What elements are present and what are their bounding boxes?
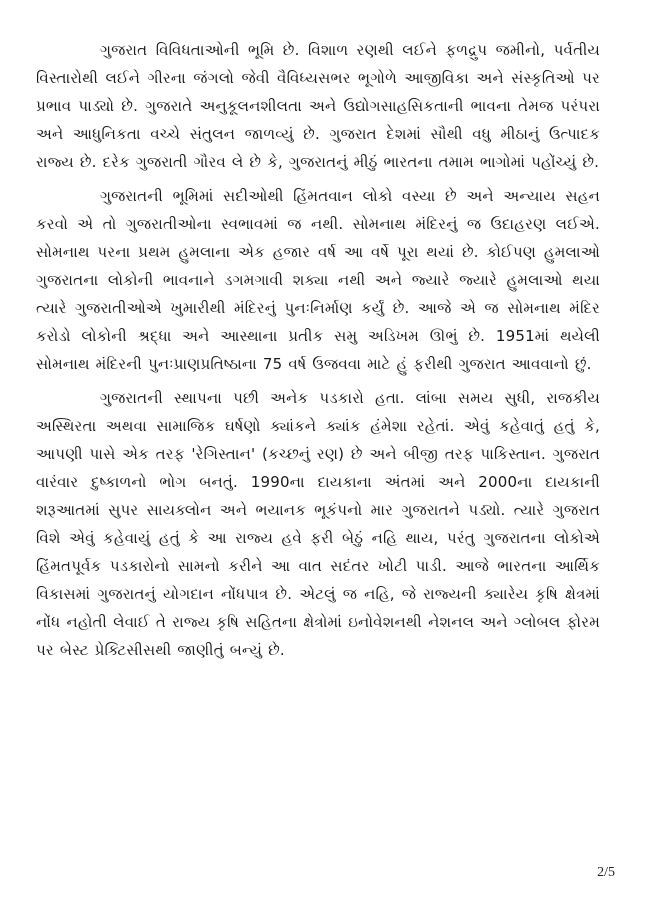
document-body xyxy=(36,36,600,670)
paragraph-challenges-development: ગુજરાતની સ્થાપના પછી અનેક પડકારો હતા. લાંબા સમય સુધી, રાજકીય અસ્થિરતા અથવા સામાજિક ઘર્ષણો ક્યાંકને ક્યાંક હંમેશા રહેતાં. એવું કહેવાતું હતું કે, આપણી પાસે એક તરફ 'રેગિસ્તાન' (કચ્છનું રણ) છે અને બીજી તરફ પાકિસ્તાન. ગુજરાત વારંવાર દુષ્કાળનો ભોગ બનતું. 1990ના દાયકાના અંતમાં અને 2000ના દાયકાની શરૂઆતમાં સુપર સાયક્લોન અને ભયાનક ભૂકંપનો માર ગુજરાતને પડ્યો. ત્યારે ગુજરાત વિશે એવું કહેવાયું હતું કે આ રાજ્ય હવે ફરી બેઠું નહિ થાય, પરંતુ ગુજરાતના લોકોએ હિંમતપૂર્વક પડકારોનો સામનો કરીને આ વાત સદંતર ખોટી પાડી. આજે ભારતના આર્થિક વિકાસમાં ગુજરાતનું યોગદાન નોંધપાત્ર છે. એટલું જ નહિ, જે રાજ્યની ક્યારેય કૃષિ ક્ષેત્રમાં નોંધ નહોતી લેવાઈ તે રાજ્ય કૃષિ સહિતના ક્ષેત્રોમાં ઇનોવેશનથી નેશનલ અને ગ્લોબલ ફોરમ પર બેસ્ટ પ્રેક્ટિસીસથી જાણીતું બન્યું છે. xyxy=(36,389,600,659)
paragraph-gujarat-diversity: ગુજરાત વિવિધતાઓની ભૂમિ છે. વિશાળ રણથી લઈને ફળદ્રુપ જમીનો, પર્વતીય વિસ્તારોથી લઈને ગીરના જંગલો જેવી વૈવિધ્યસભર ભૂગોળે આજીવિકા અને સંસ્કૃતિઓ પર પ્રભાવ પાડ્યો છે. ગુજરાતે અનુકૂલનશીલતા અને ઉદ્યોગસાહસિકતાની ભાવના તેમજ પરંપરા અને આધુનિકતા વચ્ચે સંતુલન જાળવ્યું છે. ગુજરાત દેશમાં સૌથી વધુ મીઠાનું ઉત્પાદક રાજ્ય છે. દરેક ગુજરાતી ગૌરવ લે છે કે, ગુજરાતનું મીઠું ભારતના તમામ ભાગોમાં પહોંચ્યું છે. xyxy=(36,41,601,171)
paragraph-somnath-temple: ગુજરાતની ભૂમિમાં સદીઓથી હિંમતવાન લોકો વસ્યા છે અને અન્યાય સહન કરવો એ તો ગુજરાતીઓના સ્વભાવમાં જ નથી. સોમનાથ મંદિરનું જ ઉદાહરણ લઈએ. સોમનાથ પરના પ્રથમ હુમલાના એક હજાર વર્ષ આ વર્ષે પૂરા થયાં છે. કોઈપણ હુમલાઓ ગુજરાતના લોકોની ભાવનાને ડગમગાવી શક્યા નથી અને જ્યારે જ્યારે હુમલાઓ થયા ત્યારે ગુજરાતીઓએ ખુમારીથી મંદિરનું પુનઃનિર્માણ કર્યું છે. આજે એ જ સોમનાથ મંદિર કરોડો લોકોની શ્રદ્ધા અને આસ્થાના પ્રતીક સમુ અડિખમ ઊભું છે. 1951માં થયેલી સોમનાથ મંદિરની પુનઃપ્રાણપ્રતિષ્ઠાના 75 વર્ષ ઉજવવા માટે હું ફરીથી ગુજરાત આવવાનો છું. xyxy=(36,187,600,373)
page-number: 2/5 xyxy=(597,865,615,880)
